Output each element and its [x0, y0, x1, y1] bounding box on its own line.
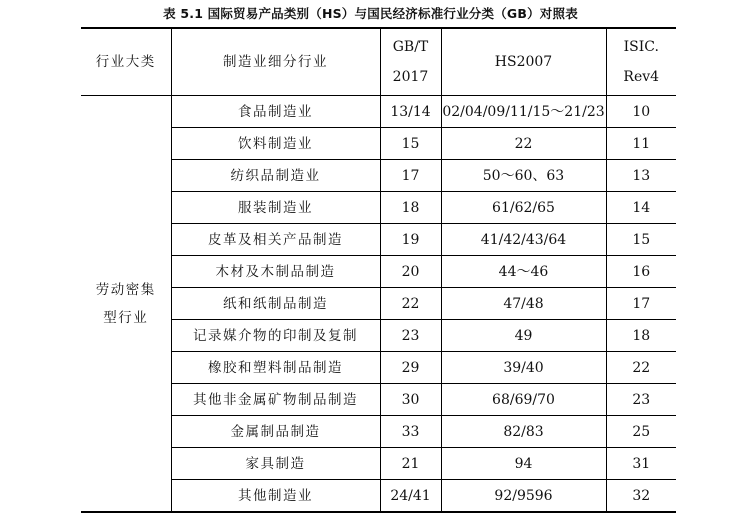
- header-isic-line1: ISIC.: [623, 39, 659, 55]
- industry-name-cell: 记录媒介物的印制及复制: [171, 320, 380, 352]
- industry-name-cell: 家具制造: [171, 448, 380, 480]
- hs-code-cell: 41/42/43/64: [441, 224, 606, 256]
- header-row: [81, 28, 676, 96]
- isic-code-cell: 17: [606, 288, 676, 320]
- industry-group-line2: 型行业: [103, 309, 149, 326]
- industry-name-cell: 纺织品制造业: [171, 160, 380, 192]
- hs-code-cell: 94: [441, 448, 606, 480]
- gbt-code-cell: 17: [380, 160, 441, 192]
- table-caption: 表 5.1 国际贸易产品类别（HS）与国民经济标准行业分类（GB）对照表: [163, 6, 578, 21]
- industry-name-cell: 饮料制造业: [171, 128, 380, 160]
- isic-code-cell: 25: [606, 416, 676, 448]
- gbt-code-cell: 15: [380, 128, 441, 160]
- table-row: [81, 128, 676, 160]
- industry-name-cell: 金属制品制造: [171, 416, 380, 448]
- table-row: [81, 352, 676, 384]
- gbt-code-cell: 19: [380, 224, 441, 256]
- table-row: [81, 384, 676, 416]
- isic-code-cell: 10: [606, 96, 676, 128]
- table-row: [81, 416, 676, 448]
- gbt-code-cell: 20: [380, 256, 441, 288]
- industry-name-cell: 食品制造业: [171, 96, 380, 128]
- hs-code-cell: 02/04/09/11/15～21/23: [441, 96, 606, 128]
- table-row: [81, 224, 676, 256]
- table-row: [81, 288, 676, 320]
- industry-group-line1: 劳动密集: [95, 281, 156, 298]
- industry-name-cell: 皮革及相关产品制造: [171, 224, 380, 256]
- industry-name-cell: 服装制造业: [171, 192, 380, 224]
- header-category: 行业大类: [81, 28, 171, 96]
- header-gbt-line1: GB/T: [392, 39, 429, 55]
- header-gbt: [380, 28, 441, 96]
- isic-code-cell: 16: [606, 256, 676, 288]
- table-row: [81, 192, 676, 224]
- table-row: [81, 256, 676, 288]
- table-row: [81, 160, 676, 192]
- isic-code-cell: 32: [606, 480, 676, 513]
- table-row: [81, 480, 676, 513]
- header-isic: [606, 28, 676, 96]
- gbt-code-cell: 22: [380, 288, 441, 320]
- isic-code-cell: 18: [606, 320, 676, 352]
- hs-code-cell: 49: [441, 320, 606, 352]
- industry-name-cell: 其他制造业: [171, 480, 380, 513]
- hs-code-cell: 61/62/65: [441, 192, 606, 224]
- industry-name-cell: 纸和纸制品制造: [171, 288, 380, 320]
- gbt-code-cell: 30: [380, 384, 441, 416]
- isic-code-cell: 31: [606, 448, 676, 480]
- hs-code-cell: 50～60、63: [441, 160, 606, 192]
- hs-code-cell: 44～46: [441, 256, 606, 288]
- table-row: [81, 96, 676, 128]
- isic-code-cell: 23: [606, 384, 676, 416]
- header-hs: HS2007: [441, 28, 606, 96]
- table-row: [81, 448, 676, 480]
- header-gbt-line2: 2017: [392, 69, 429, 85]
- gbt-code-cell: 24/41: [380, 480, 441, 513]
- hs-code-cell: 68/69/70: [441, 384, 606, 416]
- industry-name-cell: 其他非金属矿物制品制造: [171, 384, 380, 416]
- isic-code-cell: 22: [606, 352, 676, 384]
- gbt-code-cell: 33: [380, 416, 441, 448]
- industry-name-cell: 木材及木制品制造: [171, 256, 380, 288]
- gbt-code-cell: 29: [380, 352, 441, 384]
- isic-code-cell: 13: [606, 160, 676, 192]
- isic-code-cell: 15: [606, 224, 676, 256]
- header-subcategory: 制造业细分行业: [171, 28, 380, 96]
- gbt-code-cell: 23: [380, 320, 441, 352]
- table-row: [81, 320, 676, 352]
- isic-code-cell: 11: [606, 128, 676, 160]
- hs-code-cell: 22: [441, 128, 606, 160]
- industry-name-cell: 橡胶和塑料制品制造: [171, 352, 380, 384]
- isic-code-cell: 14: [606, 192, 676, 224]
- hs-code-cell: 47/48: [441, 288, 606, 320]
- hs-code-cell: 39/40: [441, 352, 606, 384]
- header-isic-line2: Rev4: [623, 69, 660, 85]
- industry-group-cell: [81, 96, 171, 513]
- hs-code-cell: 92/9596: [441, 480, 606, 513]
- hs-gb-concordance-table: [81, 27, 676, 513]
- gbt-code-cell: 21: [380, 448, 441, 480]
- hs-code-cell: 82/83: [441, 416, 606, 448]
- gbt-code-cell: 13/14: [380, 96, 441, 128]
- gbt-code-cell: 18: [380, 192, 441, 224]
